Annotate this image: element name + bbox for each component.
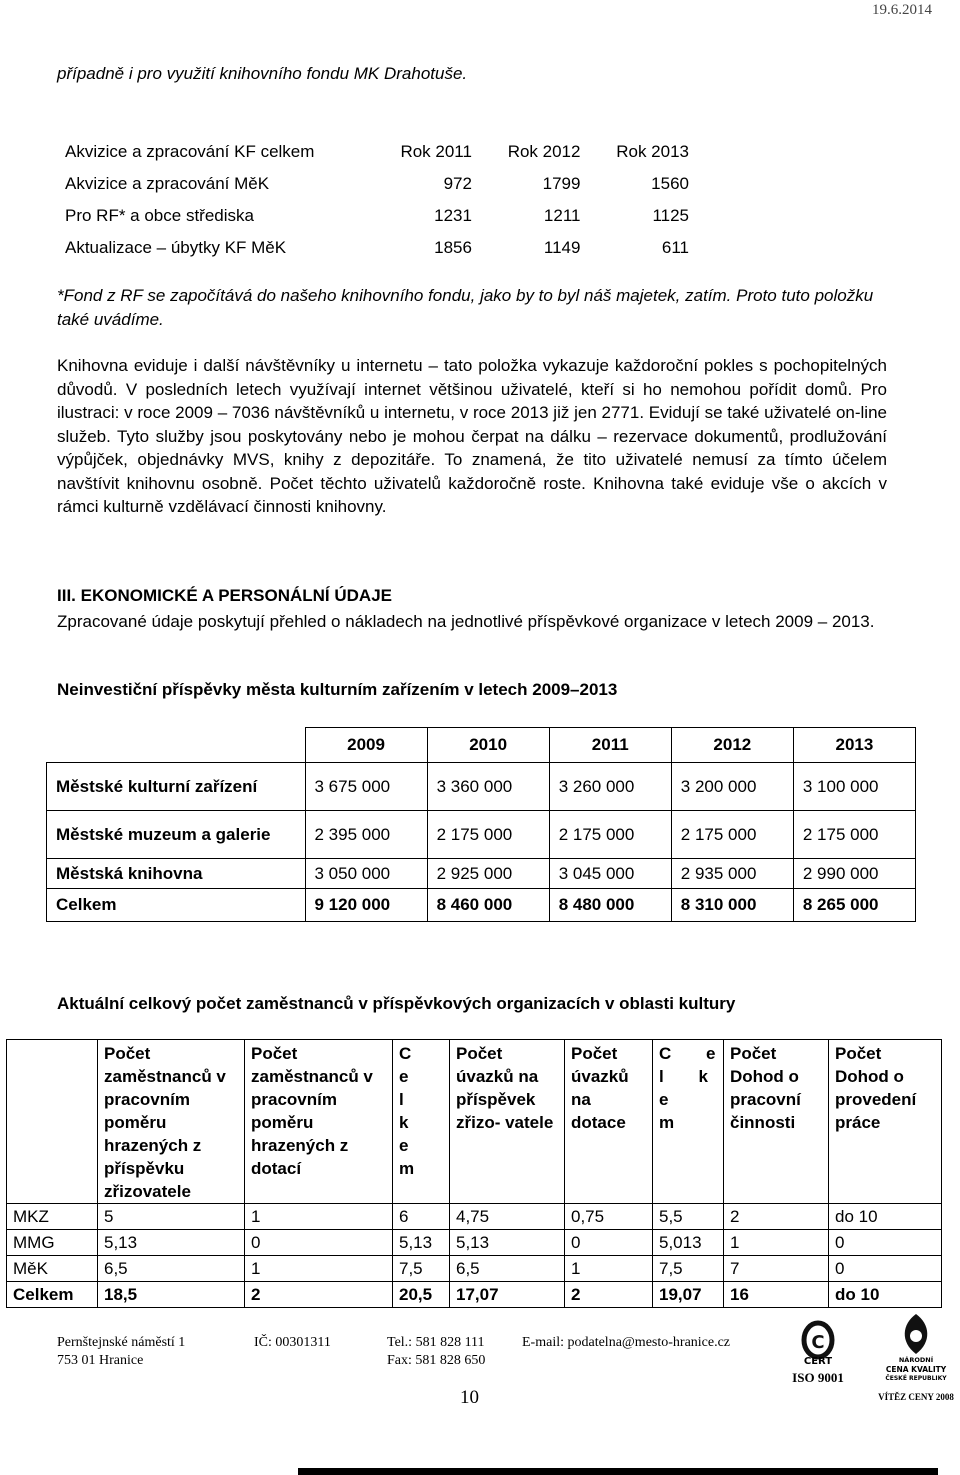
staff-header-cell: Počet úvazků na dotace [565,1040,653,1204]
cell-value: 7,5 [393,1256,450,1282]
total-label: Celkem [7,1282,98,1308]
staff-header-cell: Počet zaměstnanců v pracovním poměru hrazených z příspěvku zřizovatele [98,1040,245,1204]
table-row [47,811,916,859]
cell-value: 1125 [652,206,689,225]
total-value: do 10 [829,1282,942,1308]
cell-value: 3 100 000 [793,763,915,811]
total-value: 19,07 [653,1282,724,1308]
row-label: Aktualizace – úbytky KF MěK [65,238,287,257]
cell-value: 4,75 [450,1204,565,1230]
staff-header-cell: Počet zaměstnanců v pracovním poměru hrazených z dotací [245,1040,393,1204]
table-row [47,763,916,811]
cell-value: 5,13 [450,1230,565,1256]
kf-header-year: Rok 2013 [616,142,689,161]
row-label: Městské kulturní zařízení [47,763,306,811]
total-value: 2 [565,1282,653,1308]
staff-table [6,1039,942,1308]
intro-line: případně i pro využití knihovního fondu MK Drahotuše. [57,64,468,83]
cell-value: 2 175 000 [793,811,915,859]
staff-header-cell: C e l k e m [393,1040,450,1204]
table-row [7,1230,942,1256]
total-value: 8 265 000 [793,889,915,922]
cell-value: 3 675 000 [305,763,427,811]
cell-value: 6,5 [98,1256,245,1282]
footer-bar [298,1468,938,1475]
svg-text:C: C [811,1332,825,1353]
total-value: 17,07 [450,1282,565,1308]
cell-value: 5 [98,1204,245,1230]
org-name: MMG [7,1230,98,1256]
cell-value: 6 [393,1204,450,1230]
row-label: Pro RF* a obce střediska [65,206,254,225]
year-header: 2013 [793,728,915,763]
row-label: Akvizice a zpracování MěK [65,174,270,193]
staff-header-cell: Počet Dohod o provedení práce [829,1040,942,1204]
cert-logo [783,1318,853,1388]
cell-value: 1560 [651,174,689,193]
cell-value: 2 395 000 [305,811,427,859]
section-body: Zpracované údaje poskytují přehled o nákladech na jednotlivé příspěvkové organizace v letech 2009 – 2013. [57,612,875,631]
cell-value: 1 [565,1256,653,1282]
staff-header-cell: C e l k e m [653,1040,724,1204]
cell-value: 7 [724,1256,829,1282]
staff-header-cell: Počet Dohod o pracovní činnosti [724,1040,829,1204]
cell-value: 3 260 000 [549,763,671,811]
cell-value: 2 175 000 [549,811,671,859]
org-name: MKZ [7,1204,98,1230]
year-header: 2010 [427,728,549,763]
total-row [47,889,916,922]
cell-value: 611 [661,238,689,257]
cell-value: 1 [245,1256,393,1282]
cell-value: 3 360 000 [427,763,549,811]
staff-header-empty [7,1040,98,1204]
total-value: 18,5 [98,1282,245,1308]
cell-value: 5,13 [393,1230,450,1256]
award-text-line2: CENA KVALITY [885,1365,947,1374]
cell-value: 5,13 [98,1230,245,1256]
footer-ico: IČ: 00301311 [254,1335,331,1350]
row-label: Městská knihovna [47,859,306,889]
cell-value: 5,5 [653,1204,724,1230]
total-value: 16 [724,1282,829,1308]
empty-corner-cell [47,728,306,763]
kf-table-header [57,136,697,168]
table-row [47,859,916,889]
total-value: 2 [245,1282,393,1308]
cell-value: 1231 [434,206,472,225]
total-label: Celkem [47,889,306,922]
cell-value: 0 [565,1230,653,1256]
kf-header-label: Akvizice a zpracování KF celkem [65,142,315,161]
staff-header-row [7,1040,942,1204]
footer-fax: Fax: 581 828 650 [387,1353,486,1368]
total-value: 8 480 000 [549,889,671,922]
award-text-line3: ČESKÉ REPUBLIKY [885,1375,947,1382]
cell-value: 972 [443,174,472,193]
table-row [7,1256,942,1282]
page-number: 10 [460,1387,479,1408]
award-text-line1: NÁRODNÍ [898,1356,934,1364]
cell-value: do 10 [829,1204,942,1230]
footer-phone: Tel.: 581 828 111 [387,1335,485,1350]
staff-header-cell: Počet úvazků na příspěvek zřizo- vatele [450,1040,565,1204]
staff-title: Aktuální celkový počet zaměstnanců v příspěvkových organizacích v oblasti kultury [57,994,736,1013]
quality-award-logo [872,1312,960,1404]
cell-value: 0,75 [565,1204,653,1230]
row-label: Městské muzeum a galerie [47,811,306,859]
kf-acquisition-table [57,136,697,264]
cell-value: 2 [724,1204,829,1230]
year-header: 2012 [671,728,793,763]
cell-value: 1211 [543,206,581,225]
funding-table [46,727,916,922]
footer-address-line1: Pernštejnské náměstí 1 [57,1335,186,1350]
table-row [57,200,697,232]
cell-value: 1799 [542,174,581,193]
section-title: III. EKONOMICKÉ A PERSONÁLNÍ ÚDAJE [57,586,392,605]
footer-email: E-mail: podatelna@mesto-hranice.cz [522,1335,731,1350]
iso-label: ISO 9001 [792,1370,844,1385]
table-row [57,232,697,264]
internet-visitors-paragraph: Knihovna eviduje i další návštěvníky u internetu – tato položka vykazuje každoroční pokles s pochopitelných důvodů. V posledních letech využívají internet většinou uživatelé, kteří si ho nemohou pořídit domů. Pro ilustraci: v roce 2009 – 7036 návštěvníků u internetu, v roce 2013 již jen 2771. Evidují se také uživatelé on-line služeb. Tyto služby jsou poskytovány nebo je mohou čerpat na dálku – rezervace dokumentů, prodlužování výpůjček, objednávky MVS, knihy z depozitáře. To znamená, že tito uživatelé nemusí za tímto účelem navštívit knihovnu osobně. Počet těchto uživatelů každoročně roste. Knihovna také eviduje vše o akcích v rámci kulturně vzdělávací činnosti knihovny. [57,356,887,516]
cell-value: 5,013 [653,1230,724,1256]
cell-value: 1149 [543,238,581,257]
cell-value: 3 200 000 [671,763,793,811]
cell-value: 6,5 [450,1256,565,1282]
cell-value: 1 [724,1230,829,1256]
cell-value: 1856 [434,238,472,257]
cell-value: 0 [245,1230,393,1256]
cell-value: 3 050 000 [305,859,427,889]
funding-title: Neinvestiční příspěvky města kulturním zařízením v letech 2009–2013 [57,680,618,699]
award-text-line4: VÍTĚZ CENY 2008 [878,1392,954,1402]
cell-value: 2 935 000 [671,859,793,889]
kf-footnote: *Fond z RF se započítává do našeho knihovního fondu, jako by to byl náš majetek, zatím. Proto tuto položku také uvádíme. [57,286,874,329]
org-name: MěK [7,1256,98,1282]
year-header: 2009 [305,728,427,763]
cell-value: 1 [245,1204,393,1230]
cell-value: 2 175 000 [671,811,793,859]
total-value: 9 120 000 [305,889,427,922]
total-value: 8 460 000 [427,889,549,922]
total-value: 20,5 [393,1282,450,1308]
table-row [57,168,697,200]
kf-header-year: Rok 2012 [507,142,581,161]
document-date: 19.6.2014 [872,2,932,18]
cell-value: 7,5 [653,1256,724,1282]
cell-value: 0 [829,1230,942,1256]
cell-value: 2 990 000 [793,859,915,889]
cell-value: 2 925 000 [427,859,549,889]
footer-address-line2: 753 01 Hranice [57,1353,144,1368]
table-row [7,1204,942,1230]
year-header: 2011 [549,728,671,763]
cell-value: 0 [829,1256,942,1282]
total-value: 8 310 000 [671,889,793,922]
cell-value: 2 175 000 [427,811,549,859]
funding-header-row [47,728,916,763]
total-row [7,1282,942,1308]
kf-header-year: Rok 2011 [400,142,472,161]
cert-label: CERT [803,1356,833,1367]
cell-value: 3 045 000 [549,859,671,889]
award-emblem-icon [872,1312,960,1356]
